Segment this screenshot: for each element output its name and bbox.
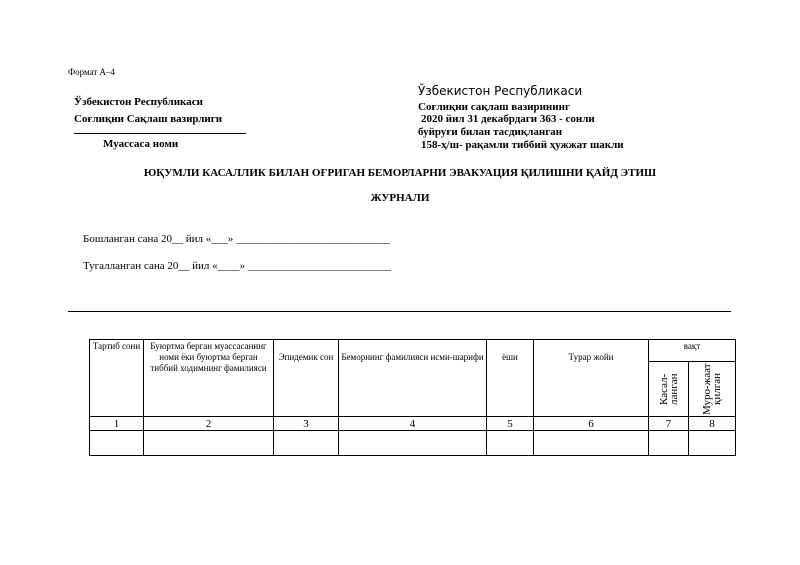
header-time-group: вақт — [649, 340, 736, 362]
table-cell — [339, 431, 487, 456]
header-serial-number: Тартиб сони — [90, 340, 144, 417]
column-number: 6 — [534, 417, 649, 431]
header-applied: Муро-жаат қилган — [701, 363, 723, 415]
right-header-ministry: Соғлиқни сақлаш вазирининг — [418, 101, 570, 113]
column-number-row — [90, 417, 736, 431]
document-title: ЮҚУМЛИ КАСАЛЛИК БИЛАН ОҒРИГАН БЕМОРЛАРНИ ЭВАКУАЦИЯ ҚИЛИШНИ ҚАЙД ЭТИШ — [143, 167, 657, 179]
institution-name-line — [74, 133, 246, 134]
right-header-approved: буйруғи билан тасдиқланган — [418, 126, 563, 138]
header-address: Турар жойи — [534, 340, 649, 417]
table-cell — [274, 431, 339, 456]
journal-table — [89, 339, 736, 456]
header-fell-ill-cell — [649, 362, 689, 417]
column-number: 8 — [689, 417, 736, 431]
column-number: 2 — [144, 417, 274, 431]
table-cell — [90, 431, 144, 456]
column-number: 4 — [339, 417, 487, 431]
header-ordering-institution: Буюртма берган муассасанинг номи ёки буюртма берган тиббий ходимнинг фамилияси — [144, 340, 274, 417]
table-header-row — [90, 340, 736, 362]
table-cell — [144, 431, 274, 456]
header-fell-ill: Касал-ланган — [657, 373, 680, 405]
left-header-ministry: Соғлиқни Сақлаш вазирлиги — [74, 113, 223, 125]
column-number: 5 — [487, 417, 534, 431]
table-cell — [487, 431, 534, 456]
table-row — [90, 431, 736, 456]
separator-line — [68, 311, 731, 312]
start-date-field: Бошланган сана 20__ йил «___» ____________________________ — [83, 233, 391, 245]
column-number: 1 — [90, 417, 144, 431]
header-epidemic-number: Эпидемик сон — [274, 340, 339, 417]
header-age: ёши — [487, 340, 534, 417]
right-header-order-date: 2020 йил 31 декабрдаги 363 - сонли — [421, 113, 595, 125]
header-patient-name: Беморнинг фамилияси исми-шарифи — [339, 340, 487, 417]
format-label: Формат А–4 — [68, 67, 116, 77]
table-cell — [689, 431, 736, 456]
document-title-journal: ЖУРНАЛИ — [370, 192, 430, 204]
column-number: 3 — [274, 417, 339, 431]
header-applied-cell — [689, 362, 736, 417]
right-header-form-number: 158-ҳ/ш- рақамли тиббий ҳужжат шакли — [421, 139, 624, 151]
left-header-country: Ўзбекистон Республикаси — [74, 96, 203, 108]
table-cell — [649, 431, 689, 456]
column-number: 7 — [649, 417, 689, 431]
institution-name-label: Муассаса номи — [103, 138, 179, 150]
end-date-field: Тугалланган сана 20__ йил «____» __________________________ — [83, 260, 391, 272]
table-cell — [534, 431, 649, 456]
right-header-country: Ўзбекистон Республикаси — [418, 84, 583, 98]
